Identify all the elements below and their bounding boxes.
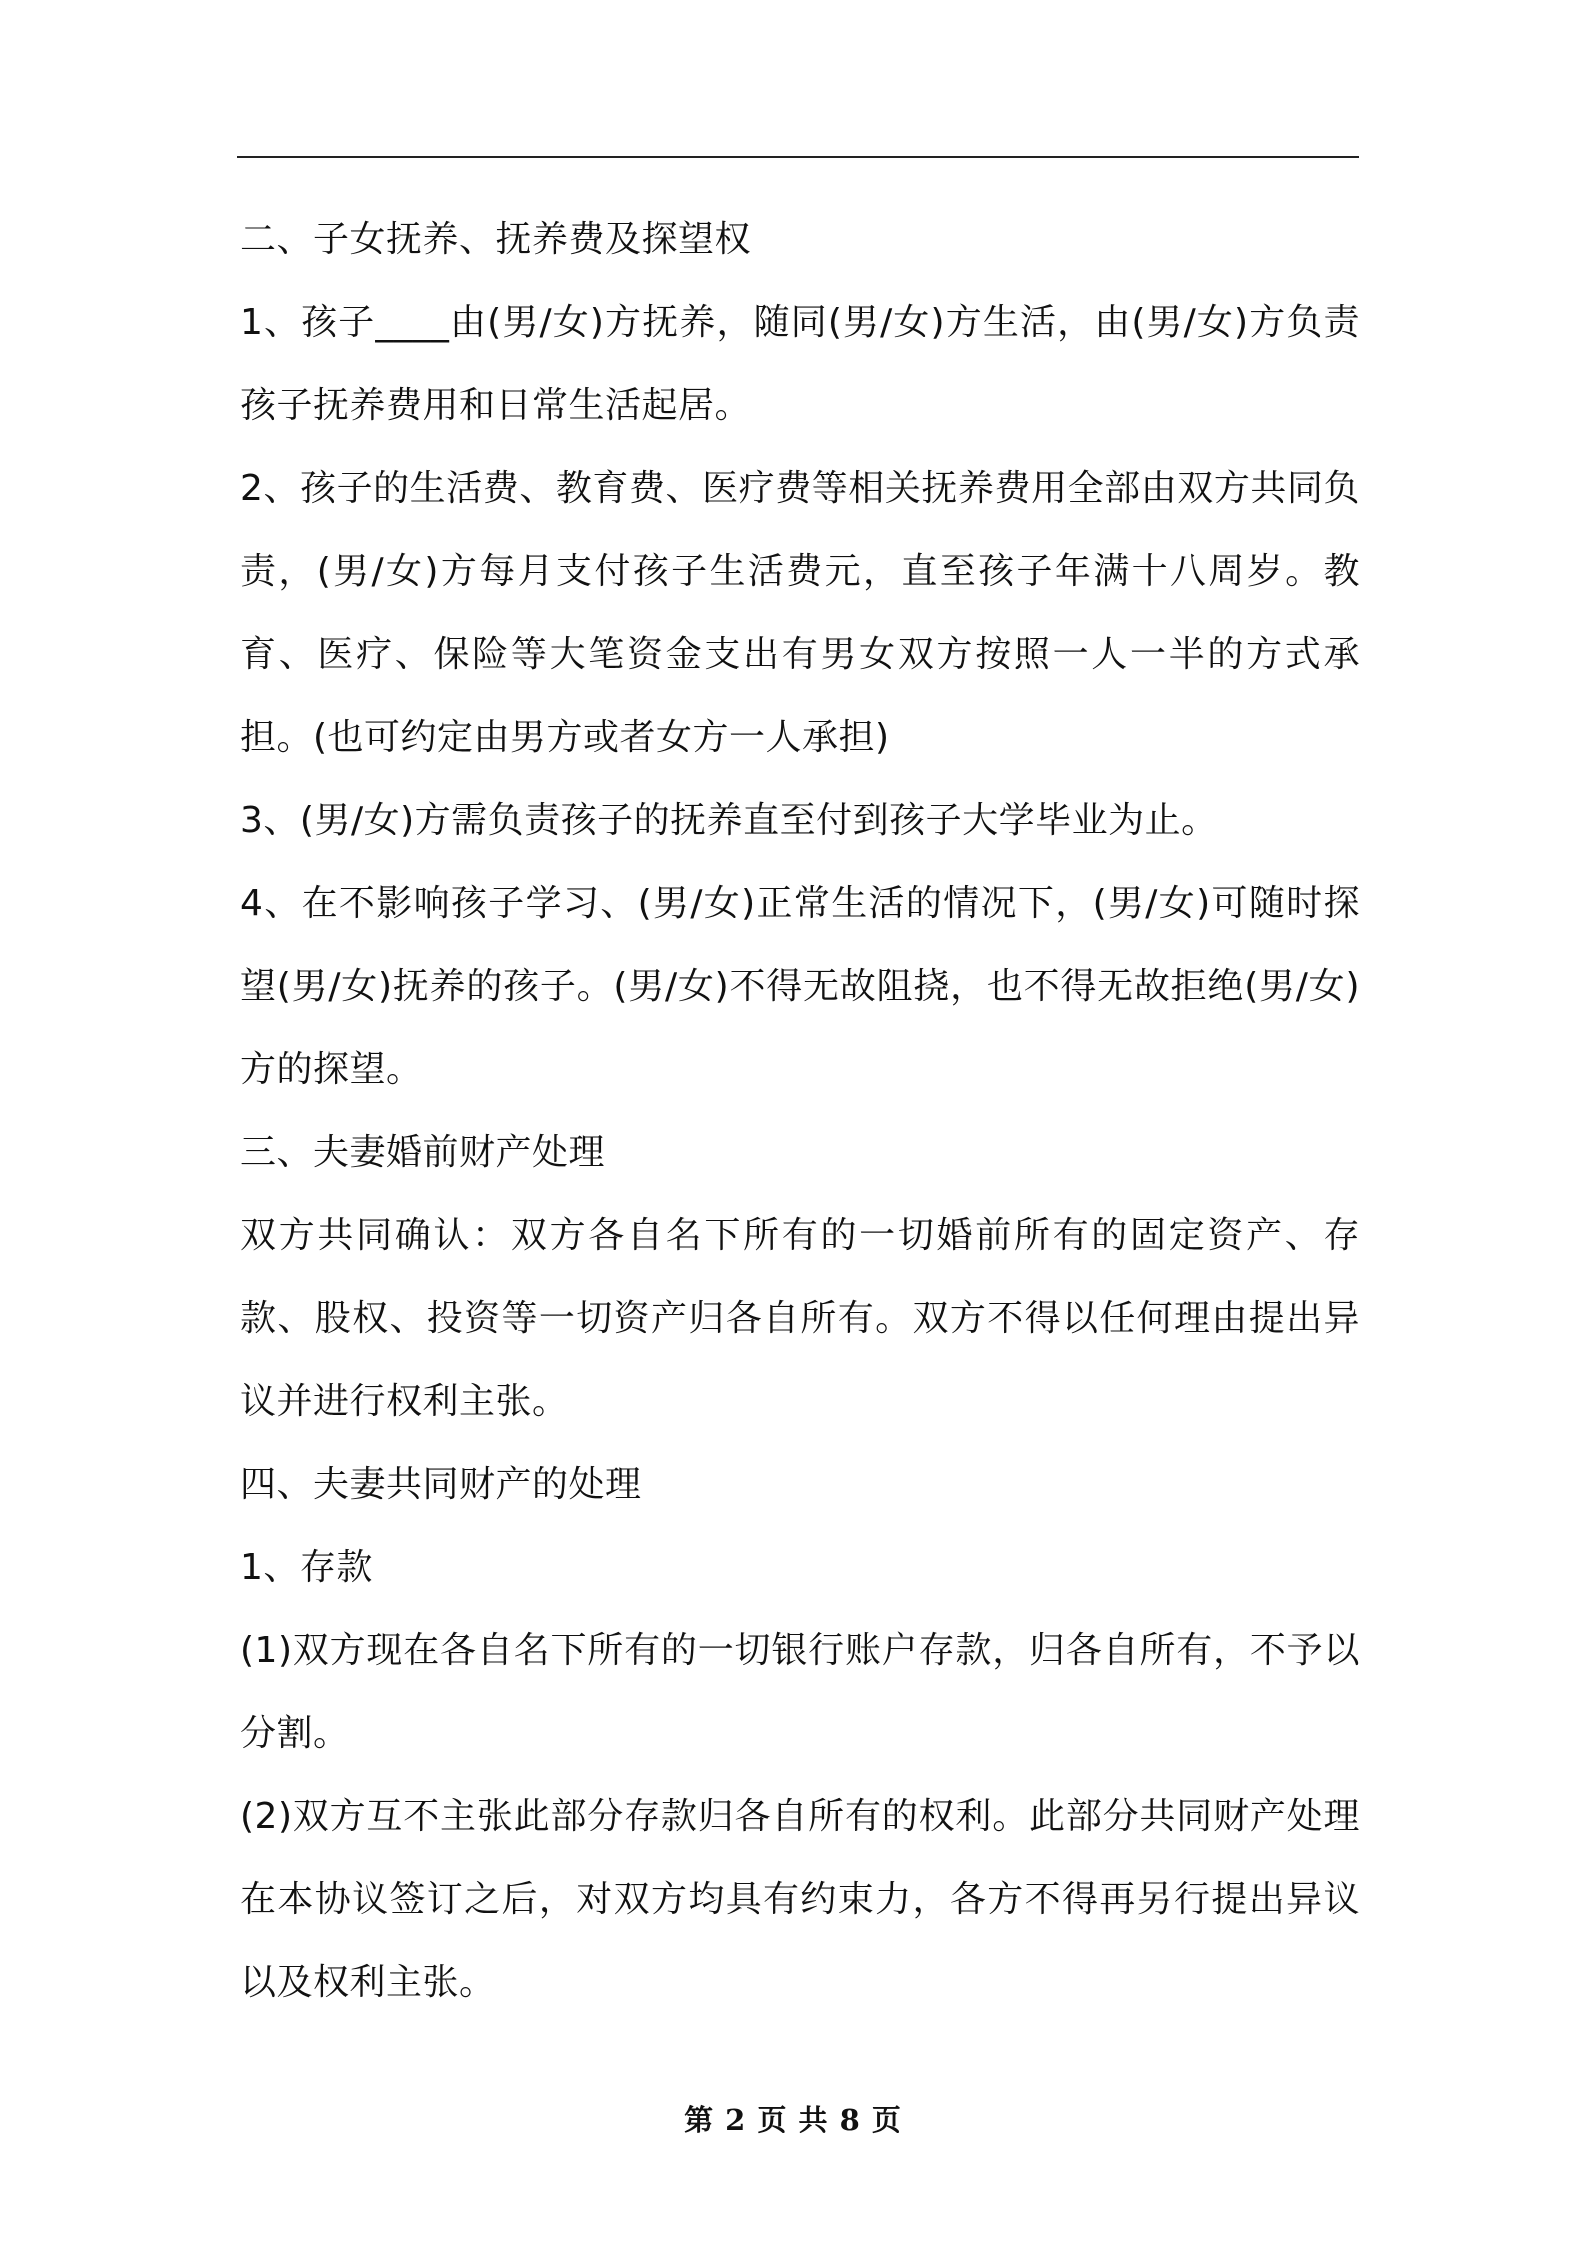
section-heading-3: 三、夫妻婚前财产处理 — [240, 1132, 606, 1173]
page-number: 第 2 页 共 8 页 — [684, 2103, 902, 2137]
clause-2-2: 2、孩子的生活费、教育费、医疗费等相关抚养费用全部由双方共同负责，(男/女)方每月支付孩子生活费元，直至孩子年满十八周岁。教育、医疗、保险等大笔资金支出有男女双方按照一人一半的方式承担。(也可约定由男方或者女方一人承担) — [240, 468, 1360, 758]
clause-2-1: 1、孩子____由(男/女)方抚养，随同(男/女)方生活，由(男/女)方负责孩子抚养费用和日常生活起居。 — [240, 302, 1360, 426]
clause-3-body: 双方共同确认：双方各自名下所有的一切婚前所有的固定资产、存款、股权、投资等一切资产归各自所有。双方不得以任何理由提出异议并进行权利主张。 — [240, 1215, 1360, 1422]
section-heading-2: 二、子女抚养、抚养费及探望权 — [240, 219, 752, 260]
clause-4-1-title: 1、存款 — [240, 1547, 373, 1588]
clause-2-4: 4、在不影响孩子学习、(男/女)正常生活的情况下，(男/女)可随时探望(男/女)抚养的孩子。(男/女)不得无故阻挠，也不得无故拒绝(男/女)方的探望。 — [240, 883, 1360, 1090]
header-rule — [237, 156, 1359, 158]
clause-4-1-1: (1)双方现在各自名下所有的一切银行账户存款，归各自所有，不予以分割。 — [240, 1630, 1360, 1754]
section-heading-4: 四、夫妻共同财产的处理 — [240, 1464, 642, 1505]
clause-2-3: 3、(男/女)方需负责孩子的抚养直至付到孩子大学毕业为止。 — [240, 800, 1218, 841]
document-body — [240, 198, 1360, 2024]
clause-4-1-2: (2)双方互不主张此部分存款归各自所有的权利。此部分共同财产处理在本协议签订之后，对双方均具有约束力，各方不得再另行提出异议以及权利主张。 — [240, 1796, 1360, 2003]
